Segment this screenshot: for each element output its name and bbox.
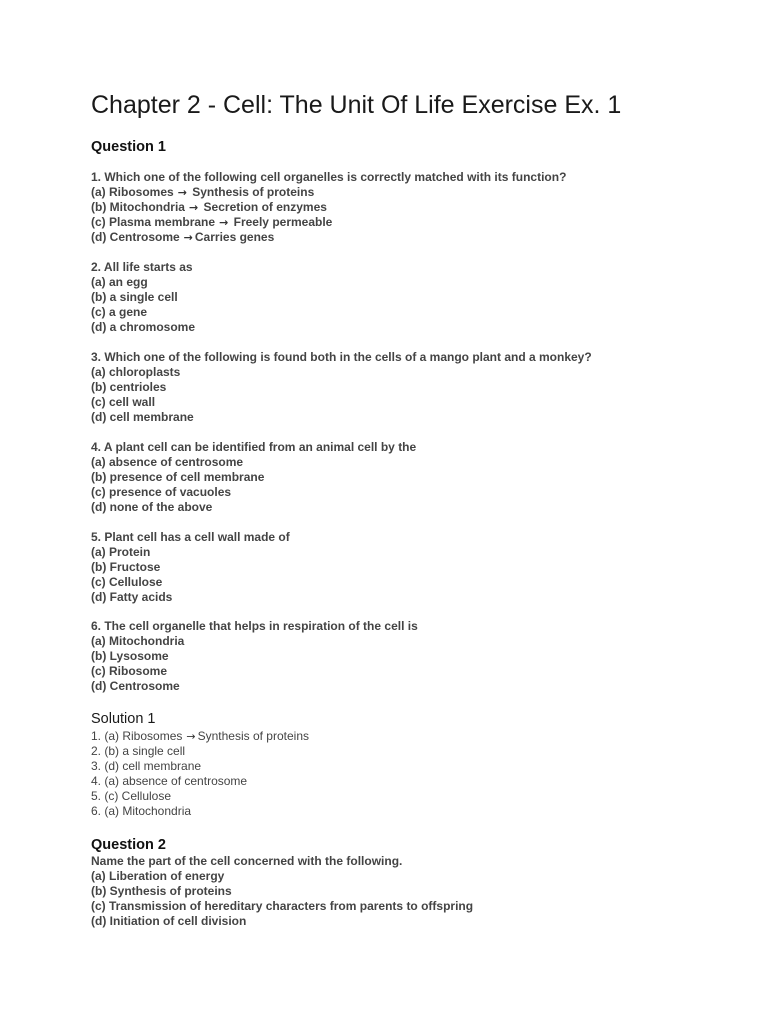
option-a: (a) an egg xyxy=(91,275,148,289)
arrow-icon: → xyxy=(183,231,193,244)
option-b: (b) Synthesis of proteins xyxy=(91,884,232,898)
question-stem: 2. All life starts as xyxy=(91,260,193,274)
option-c: (c) cell wall xyxy=(91,395,156,409)
answer-3: 3. (d) cell membrane xyxy=(91,759,202,773)
arrow-icon: → xyxy=(177,186,187,199)
option-b: (b) Mitochondria → Secretion of enzymes xyxy=(91,200,327,214)
option-d: (d) Fatty acids xyxy=(91,590,173,604)
question-stem: 4. A plant cell can be identified from an animal cell by the xyxy=(91,440,417,454)
answer-2: 2. (b) a single cell xyxy=(91,744,186,758)
option-d: (d) none of the above xyxy=(91,500,213,514)
answer-1: 1. (a) Ribosomes → Synthesis of proteins xyxy=(91,729,309,743)
option-b: (b) presence of cell membrane xyxy=(91,470,265,484)
question-stem: 6. The cell organelle that helps in respiration of the cell is xyxy=(91,619,418,633)
option-c: (c) Transmission of hereditary characters from parents to offspring xyxy=(91,899,474,913)
question-1-item-4 xyxy=(91,440,416,515)
option-c: (c) Plasma membrane → Freely permeable xyxy=(91,215,333,229)
option-b: (b) a single cell xyxy=(91,290,178,304)
option-b: (b) Lysosome xyxy=(91,649,169,663)
option-d: (d) cell membrane xyxy=(91,410,194,424)
question-1-item-5 xyxy=(91,530,290,605)
question-1-item-6 xyxy=(91,619,418,694)
question-2-heading: Question 2 xyxy=(91,837,166,853)
question-1-item-3 xyxy=(91,350,592,425)
option-b: (b) Fructose xyxy=(91,560,161,574)
answer-6: 6. (a) Mitochondria xyxy=(91,804,192,818)
question-stem: 5. Plant cell has a cell wall made of xyxy=(91,530,290,544)
option-d: (d) Initiation of cell division xyxy=(91,914,247,928)
question-1-heading: Question 1 xyxy=(91,139,166,155)
question-2-body xyxy=(91,854,473,929)
arrow-icon: → xyxy=(219,216,229,229)
option-c: (c) a gene xyxy=(91,305,148,319)
option-c: (c) Ribosome xyxy=(91,664,168,678)
option-a: (a) Liberation of energy xyxy=(91,869,225,883)
solution-1-answers xyxy=(91,729,309,819)
question-stem: 1. Which one of the following cell organelles is correctly matched with its function? xyxy=(91,170,567,184)
option-a: (a) absence of centrosome xyxy=(91,455,244,469)
option-a: (a) Ribosomes → Synthesis of proteins xyxy=(91,185,315,199)
question-1-item-1 xyxy=(91,170,566,245)
option-d: (d) a chromosome xyxy=(91,320,196,334)
option-d: (d) Centrosome → Carries genes xyxy=(91,230,275,244)
page-title: Chapter 2 - Cell: The Unit Of Life Exercise Ex. 1 xyxy=(91,91,622,119)
option-d: (d) Centrosome xyxy=(91,679,180,693)
question-stem: Name the part of the cell concerned with the following. xyxy=(91,854,403,868)
option-c: (c) presence of vacuoles xyxy=(91,485,232,499)
arrow-icon: → xyxy=(186,730,196,743)
solution-1-heading: Solution 1 xyxy=(91,711,156,727)
option-a: (a) Protein xyxy=(91,545,151,559)
option-b: (b) centrioles xyxy=(91,380,167,394)
answer-4: 4. (a) absence of centrosome xyxy=(91,774,248,788)
question-1-item-2 xyxy=(91,260,195,335)
option-a: (a) chloroplasts xyxy=(91,365,181,379)
option-a: (a) Mitochondria xyxy=(91,634,185,648)
answer-5: 5. (c) Cellulose xyxy=(91,789,172,803)
question-stem: 3. Which one of the following is found both in the cells of a mango plant and a monkey? xyxy=(91,350,592,364)
arrow-icon: → xyxy=(188,201,199,214)
option-c: (c) Cellulose xyxy=(91,575,163,589)
